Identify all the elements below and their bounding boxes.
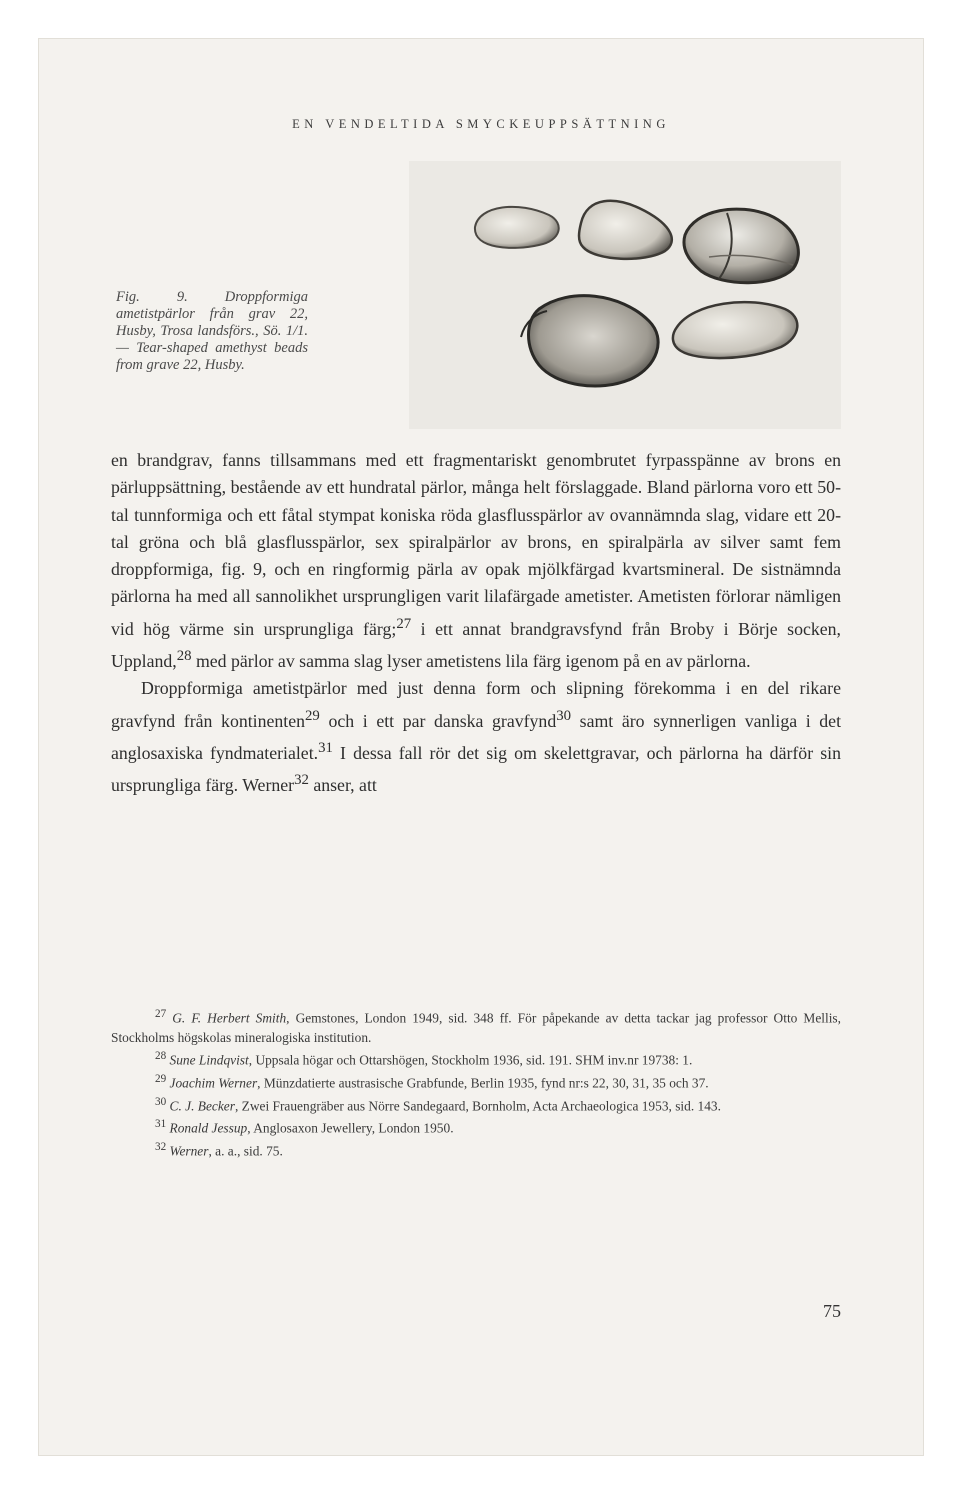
- book-page: [38, 38, 924, 1456]
- paragraph-2-part-a: Droppformiga ametistpärlor med just denna form och slipning förekomma i en del rikare gravfynd från kontinenten: [111, 678, 841, 731]
- footnote-ref-29: 29: [305, 707, 320, 724]
- footnote-30: [111, 1093, 841, 1116]
- footnote-number: 29: [155, 1072, 167, 1085]
- figure-photo: [409, 161, 841, 429]
- footnote-text: , Anglosaxon Jewellery, London 1950.: [247, 1120, 454, 1136]
- footnote-author: C. J. Becker: [169, 1098, 235, 1114]
- running-head: EN VENDELTIDA SMYCKEUPPSÄTTNING: [292, 117, 670, 131]
- footnote-29: [111, 1070, 841, 1093]
- paragraph-2-part-d: I dessa fall rör det sig om skelettgravar, och pärlorna ha därför sin ursprungliga färg. Werner: [111, 742, 841, 795]
- footnote-text: , Gemstones, London 1949, sid. 348 ff. För påpekande av detta tackar jag professor Otto Mellis, Stockholms högskolas mineralogiska institution.: [111, 1010, 841, 1045]
- footnote-28: [111, 1047, 841, 1070]
- amethyst-beads-image: [409, 161, 841, 429]
- footnote-author: Joachim Werner: [169, 1075, 258, 1091]
- footnote-author: Ronald Jessup: [169, 1120, 248, 1136]
- paragraph-2-part-b: och i ett par danska gravfynd: [319, 710, 557, 731]
- footnote-ref-32: 32: [294, 771, 309, 788]
- figure-caption-text: Fig. 9. Droppformiga ametistpärlor från grav 22, Husby, Trosa landsförs., Sö. 1/1. — Tear-shaped amethyst beads from grave 22, Husby.: [116, 289, 308, 373]
- footnote-text: , Uppsala högar och Ottarshögen, Stockholm 1936, sid. 191. SHM inv.nr 19738: 1.: [248, 1052, 693, 1068]
- footnote-text: , a. a., sid. 75.: [208, 1143, 283, 1159]
- footnote-32: [111, 1138, 841, 1161]
- footnote-number: 31: [155, 1118, 167, 1131]
- footnote-author: G. F. Herbert Smith: [172, 1010, 287, 1026]
- footnote-text: , Münzdatierte austrasische Grabfunde, Berlin 1935, fynd nr:s 22, 30, 31, 35 och 37.: [257, 1075, 709, 1091]
- footnote-27: [111, 1005, 841, 1047]
- figure-caption: [116, 289, 308, 374]
- paragraph-1-part-c: med pärlor av samma slag lyser ametistens lila färg igenom på en av pärlorna.: [191, 650, 751, 671]
- paragraph-2: [111, 675, 841, 799]
- paragraph-1-part-b: i ett annat brandgravsfynd från Broby i Börje socken, Uppland,: [111, 618, 841, 671]
- footnote-author: Sune Lindqvist: [169, 1052, 249, 1068]
- footnote-ref-30: 30: [556, 707, 572, 724]
- footnote-number: 27: [155, 1008, 167, 1020]
- footnote-ref-27: 27: [396, 615, 412, 632]
- footnote-number: 28: [155, 1050, 167, 1063]
- footnote-number: 32: [155, 1141, 167, 1154]
- footnote-text: , Zwei Frauengräber aus Nörre Sandegaard, Bornholm, Acta Archaeologica 1953, sid. 143.: [234, 1098, 721, 1114]
- paragraph-1: [111, 447, 841, 675]
- body-text: [111, 447, 841, 799]
- footnote-number: 30: [155, 1095, 167, 1108]
- footnote-ref-28: 28: [176, 648, 192, 664]
- paragraph-1-part-a: en brandgrav, fanns tillsammans med ett fragmentariskt genombrutet fyrpasspänne av brons en pärluppsättning, bestående av ett hundratal pärlor, många helt förslaggade. Bland pärlorna voro ett 50-tal tunnformiga och ett fåtal stympat koniska röda glasflusspärlor av ovannämnda slag, vidare ett 20-tal gröna och blå glasflusspärlor, sex spiralpärlor av brons, en spiralpärla av silver samt fem droppformiga, fig. 9, och en ringformig pärla av opak mjölkfärgad kvartsmineral. De sistnämnda pärlorna ha med all sannolikhet ursprungligen varit lilafärgade ametister. Ametisten förlorar nämligen vid hög värme sin ursprungliga färg;: [111, 450, 841, 639]
- footnote-ref-31: 31: [318, 739, 333, 756]
- footnote-author: Werner: [169, 1143, 209, 1159]
- page-number: 75: [823, 1301, 841, 1321]
- paragraph-2-part-e: anser, att: [308, 774, 377, 795]
- footnote-31: [111, 1115, 841, 1138]
- footnotes: [111, 1005, 841, 1161]
- paragraph-2-part-c: samt äro synnerligen vanliga i det anglosaxiska fyndmaterialet.: [111, 710, 842, 763]
